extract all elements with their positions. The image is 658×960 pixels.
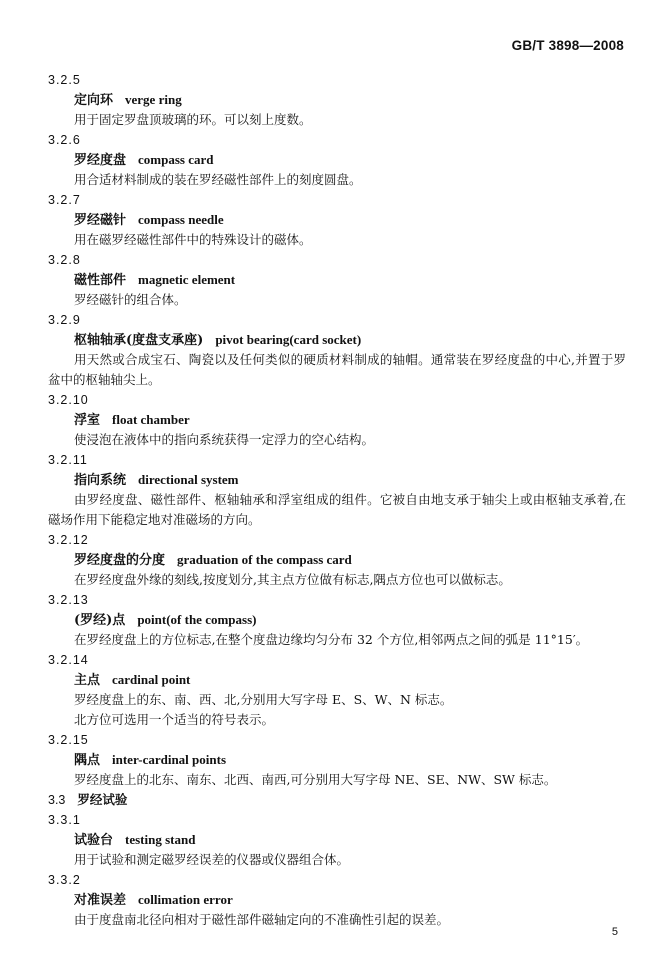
entry-3-2-12 xyxy=(48,530,626,590)
term-chinese: 对准误差 xyxy=(74,893,127,908)
term-chinese: 罗经度盘的分度 xyxy=(74,553,166,568)
entry-definition: 由于度盘南北径向相对于磁性部件磁轴定向的不准确性引起的误差。 xyxy=(74,912,450,927)
entry-definition: 在罗经度盘上的方位标志,在整个度盘边缘均匀分布 32 个方位,相邻两点之间的弧是 11°15′。 xyxy=(74,632,589,647)
entry-3-2-15 xyxy=(48,730,626,790)
page-number: 5 xyxy=(611,926,618,938)
entry-term xyxy=(48,410,626,430)
entry-definition: 用于试验和测定磁罗经误差的仪器或仪器组合体。 xyxy=(74,852,350,867)
term-chinese: 罗经度盘 xyxy=(74,153,127,168)
entry-definition: 罗经磁针的组合体。 xyxy=(74,292,187,307)
term-chinese: 试验台 xyxy=(74,833,114,848)
term-chinese: 指向系统 xyxy=(74,473,127,488)
term-english: compass needle xyxy=(138,212,224,227)
section-title: 罗经试验 xyxy=(77,792,128,807)
term-english: graduation of the compass card xyxy=(177,552,352,567)
entry-term xyxy=(48,470,626,490)
entry-number: 3.3.2 xyxy=(48,873,81,887)
term-english: cardinal point xyxy=(112,672,191,687)
term-english: float chamber xyxy=(112,412,190,427)
term-chinese: (罗经)点 xyxy=(74,613,126,628)
entry-term xyxy=(48,270,626,290)
term-english: inter-cardinal points xyxy=(112,752,227,767)
entry-term xyxy=(48,90,626,110)
entry-term xyxy=(48,670,626,690)
entry-definition: 用天然或合成宝石、陶瓷以及任何类似的硬质材料制成的轴帽。通常装在罗经度盘的中心,并置于罗盆中的枢轴轴尖上。 xyxy=(48,352,626,387)
entry-term xyxy=(48,750,626,770)
entry-term xyxy=(48,210,626,230)
term-chinese: 定向环 xyxy=(74,93,114,108)
entry-3-3-2 xyxy=(48,870,626,930)
entry-definition: 用在磁罗经磁性部件中的特殊设计的磁体。 xyxy=(74,232,312,247)
entry-3-2-9 xyxy=(48,310,626,390)
entry-number: 3.2.10 xyxy=(48,393,89,407)
term-english: testing stand xyxy=(125,832,196,847)
entry-definition: 使浸泡在液体中的指向系统获得一定浮力的空心结构。 xyxy=(74,432,375,447)
entry-definition: 用于固定罗盘顶玻璃的环。可以刻上度数。 xyxy=(74,112,312,127)
entry-definition: 罗经度盘上的北东、南东、北西、南西,可分别用大写字母 NE、SE、NW、SW 标志。 xyxy=(74,772,557,787)
entry-3-2-10 xyxy=(48,390,626,450)
entry-number: 3.2.12 xyxy=(48,533,89,547)
section-heading xyxy=(48,790,626,810)
entry-term xyxy=(48,890,626,910)
entry-term xyxy=(48,830,626,850)
entry-term xyxy=(48,150,626,170)
entry-number: 3.3.1 xyxy=(48,813,81,827)
entry-number: 3.2.5 xyxy=(48,73,81,87)
entry-number: 3.2.15 xyxy=(48,733,89,747)
term-english: collimation error xyxy=(138,892,233,907)
entry-number: 3.2.9 xyxy=(48,313,81,327)
term-chinese: 隅点 xyxy=(74,753,101,768)
term-english: directional system xyxy=(138,472,239,487)
entry-number: 3.2.8 xyxy=(48,253,81,267)
term-english: point(of the compass) xyxy=(137,612,257,627)
entry-3-2-13 xyxy=(48,590,626,650)
term-chinese: 主点 xyxy=(74,673,101,688)
entry-3-2-14 xyxy=(48,650,626,730)
term-english: verge ring xyxy=(125,92,182,107)
entry-number: 3.2.7 xyxy=(48,193,81,207)
section-number: 3.3 xyxy=(48,793,66,807)
entry-3-2-11 xyxy=(48,450,626,530)
entry-3-2-8 xyxy=(48,250,626,310)
entry-definition: 罗经度盘上的东、南、西、北,分别用大写字母 E、S、W、N 标志。 xyxy=(74,692,453,707)
content xyxy=(48,70,626,930)
entry-3-3-1 xyxy=(48,810,626,870)
entry-3-2-5 xyxy=(48,70,626,130)
entry-number: 3.2.14 xyxy=(48,653,89,667)
term-chinese: 浮室 xyxy=(74,413,101,428)
entry-term xyxy=(48,610,626,630)
entry-number: 3.2.6 xyxy=(48,133,81,147)
term-english: magnetic element xyxy=(138,272,236,287)
entry-definition-note: 北方位可选用一个适当的符号表示。 xyxy=(74,712,275,727)
term-chinese: 枢轴轴承(度盘支承座) xyxy=(74,333,204,348)
standard-code: GB/T 3898—2008 xyxy=(511,38,624,53)
entry-definition: 用合适材料制成的装在罗经磁性部件上的刻度圆盘。 xyxy=(74,172,362,187)
term-english: compass card xyxy=(138,152,214,167)
term-english: pivot bearing(card socket) xyxy=(215,332,362,347)
entry-number: 3.2.11 xyxy=(48,453,88,467)
entry-3-2-7 xyxy=(48,190,626,250)
term-chinese: 磁性部件 xyxy=(74,273,127,288)
entry-definition: 由罗经度盘、磁性部件、枢轴轴承和浮室组成的组件。它被自由地支承于轴尖上或由枢轴支承着,在磁场作用下能稳定地对准磁场的方向。 xyxy=(48,492,626,527)
entry-3-2-6 xyxy=(48,130,626,190)
entry-number: 3.2.13 xyxy=(48,593,89,607)
entry-definition: 在罗经度盘外缘的刻线,按度划分,其主点方位做有标志,隅点方位也可以做标志。 xyxy=(74,572,511,587)
entry-term xyxy=(48,330,626,350)
entry-term xyxy=(48,550,626,570)
term-chinese: 罗经磁针 xyxy=(74,213,127,228)
